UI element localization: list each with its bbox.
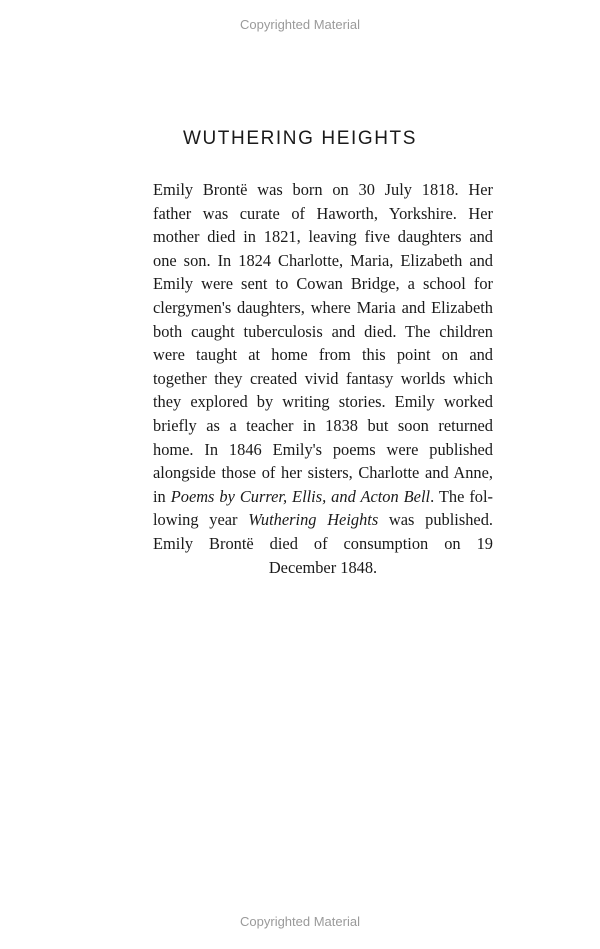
page-title: WUTHERING HEIGHTS	[182, 128, 418, 149]
copyright-watermark-bottom: Copyrighted Material	[240, 914, 360, 929]
bio-line: Emily Brontë died of consumption on 19	[153, 533, 493, 553]
bio-line: were taught at home from this point on and	[153, 345, 493, 365]
bio-line: together they created vivid fantasy worlds which	[153, 368, 493, 388]
book-title-poems: Poems by Currer, Ellis, and Acton Bell	[170, 486, 431, 506]
bio-text: . The fol-	[430, 486, 493, 506]
book-title-wuthering-heights: Wuthering Heights	[248, 510, 379, 530]
bio-text: was published.	[378, 510, 493, 530]
bio-line: both caught tuberculosis and died. The children	[153, 321, 493, 341]
bio-line: mother died in 1821, leaving five daughters and	[153, 227, 493, 247]
bio-line-last: December 1848.	[268, 557, 378, 577]
bio-line: Emily Brontë was born on 30 July 1818. Her	[153, 180, 493, 199]
bio-line: alongside those of her sisters, Charlotte and Anne,	[153, 463, 493, 483]
bio-line: one son. In 1824 Charlotte, Maria, Elizabeth and	[153, 250, 493, 270]
bio-line: home. In 1846 Emily's poems were published	[153, 439, 493, 459]
bio-line	[153, 485, 493, 509]
bio-line: Emily were sent to Cowan Bridge, a school for	[153, 274, 493, 294]
bio-text: in	[153, 486, 171, 506]
bio-line: they explored by writing stories. Emily worked	[153, 392, 493, 412]
copyright-watermark-top: Copyrighted Material	[240, 17, 360, 32]
author-biography	[153, 178, 493, 579]
bio-line: father was curate of Haworth, Yorkshire. Her	[153, 203, 493, 223]
bio-line: clergymen's daughters, where Maria and Elizabeth	[153, 297, 493, 317]
bio-line: briefly as a teacher in 1838 but soon returned	[153, 415, 493, 435]
bio-line	[153, 508, 493, 532]
bio-text: lowing year	[153, 510, 249, 530]
